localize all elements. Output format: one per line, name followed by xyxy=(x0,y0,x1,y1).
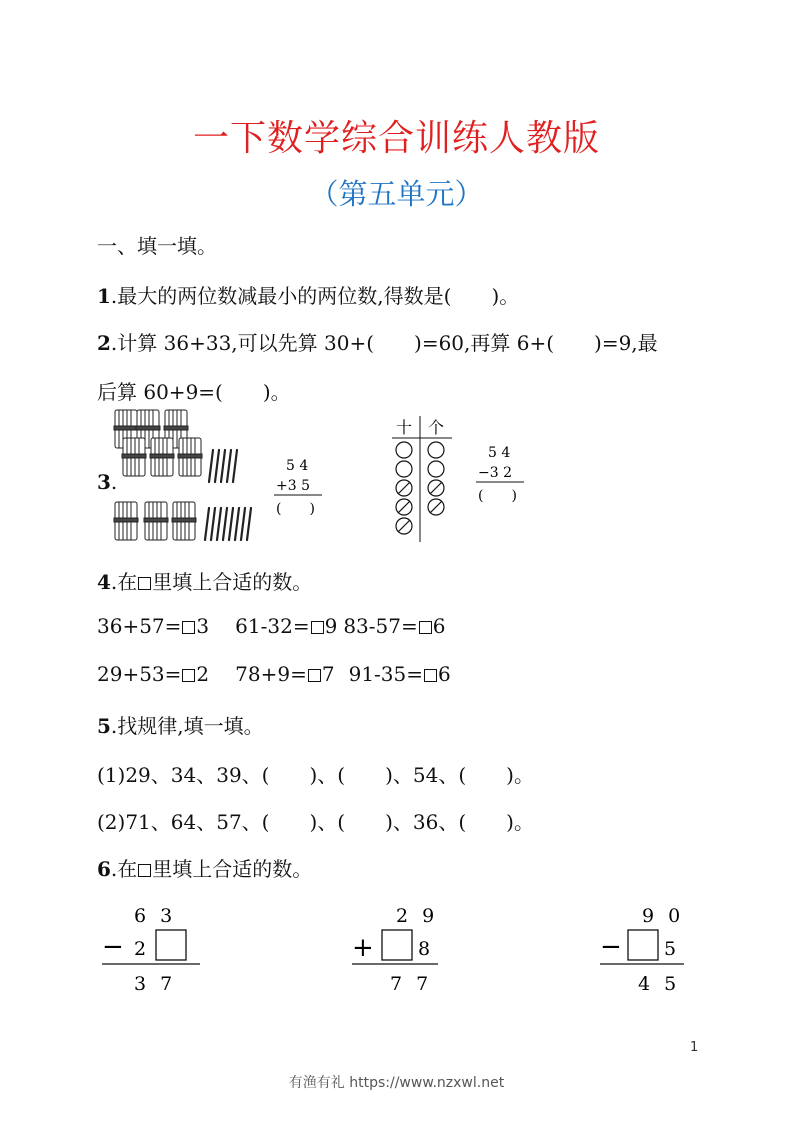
known-digit: 8 xyxy=(418,938,431,960)
addend-top: 5 4 xyxy=(286,458,309,474)
q4-row-2 xyxy=(97,662,451,686)
operator: − xyxy=(102,932,124,962)
answer-box[interactable] xyxy=(182,621,195,634)
question-6 xyxy=(97,853,312,882)
answer-box[interactable] xyxy=(628,930,658,960)
known-digit: 5 xyxy=(664,938,677,960)
equation: 36+57= 3 xyxy=(97,614,210,638)
question-text: .在 xyxy=(110,570,138,594)
answer-box[interactable] xyxy=(311,621,324,634)
known-digit: 2 xyxy=(134,938,147,960)
minuend: 5 4 xyxy=(488,445,511,461)
top-number: 6 3 xyxy=(134,905,177,927)
footer-watermark: 有渔有礼 https://www.nzxwl.net xyxy=(288,1075,505,1091)
answer-box[interactable] xyxy=(156,930,186,960)
question-5 xyxy=(97,710,264,739)
ones-label: 个 xyxy=(428,418,445,437)
question-text: .最大的两位数减最小的两位数,得数是( )。 xyxy=(110,284,520,308)
question-number: 1 xyxy=(97,284,111,308)
answer-box[interactable] xyxy=(419,621,432,634)
vertical-problem-2 xyxy=(350,900,455,995)
stick-bundles-illustration xyxy=(115,410,255,550)
vertical-addition xyxy=(270,455,330,525)
top-number: 9 0 xyxy=(642,905,685,927)
answer-box[interactable] xyxy=(138,864,151,877)
page-title: 一下数学综合训练人教版 xyxy=(192,118,600,159)
equation: 29+53= 2 xyxy=(97,662,210,686)
vertical-problem-3 xyxy=(598,900,703,995)
answer-blank: ( ) xyxy=(478,488,517,504)
q4-row-1 xyxy=(97,614,445,638)
answer-box[interactable] xyxy=(382,930,412,960)
page-number: 1 xyxy=(690,1040,699,1055)
answer-box[interactable] xyxy=(308,669,321,682)
answer-blank: ( ) xyxy=(276,501,315,517)
subtrahend: −3 2 xyxy=(478,465,512,481)
equation: 61-32= 9 xyxy=(235,614,338,638)
answer-box[interactable] xyxy=(182,669,195,682)
question-number: 5 xyxy=(97,714,111,738)
vertical-problem-1 xyxy=(100,900,205,995)
question-text: 里填上合适的数。 xyxy=(152,570,313,594)
question-text: .找规律,填一填。 xyxy=(110,714,264,738)
equation: 78+9= 7 xyxy=(235,662,335,686)
question-text: 里填上合适的数。 xyxy=(152,857,313,881)
answer-box[interactable] xyxy=(138,577,151,590)
single-sticks-icon xyxy=(205,450,251,540)
vertical-subtraction xyxy=(472,442,532,512)
operator: + xyxy=(352,933,374,963)
q5-part-2: (2)71、64、57、( )、( )、36、( )。 xyxy=(97,810,534,834)
question-number: 3 xyxy=(97,470,111,494)
addend-bottom: +3 5 xyxy=(276,478,310,494)
result-number: 7 7 xyxy=(390,973,433,995)
question-4 xyxy=(97,566,312,595)
equation: 91-35= 6 xyxy=(348,662,451,686)
top-number: 2 9 xyxy=(396,905,439,927)
result-number: 4 5 xyxy=(638,973,681,995)
section-heading: 一、填一填。 xyxy=(97,234,217,258)
question-number: 4 xyxy=(97,570,111,594)
page-subtitle: （第五单元） xyxy=(309,177,484,211)
answer-box[interactable] xyxy=(424,669,437,682)
equation: 83-57= 6 xyxy=(343,614,446,638)
question-number: 2 xyxy=(97,331,111,355)
question-text: .在 xyxy=(110,857,138,881)
question-text: .计算 36+33,可以先算 30+( )=60,再算 6+( )=9,最 xyxy=(110,331,658,355)
place-value-chart xyxy=(388,414,458,544)
question-punct: . xyxy=(110,470,118,494)
tens-label: 十 xyxy=(396,418,413,437)
question-number: 6 xyxy=(97,857,111,881)
q5-part-1: (1)29、34、39、( )、( )、54、( )。 xyxy=(97,763,534,787)
question-2 xyxy=(97,327,658,356)
question-1 xyxy=(97,280,519,309)
result-number: 3 7 xyxy=(134,973,177,995)
operator: − xyxy=(600,932,622,962)
question-2-continued: 后算 60+9=( )。 xyxy=(97,380,291,404)
